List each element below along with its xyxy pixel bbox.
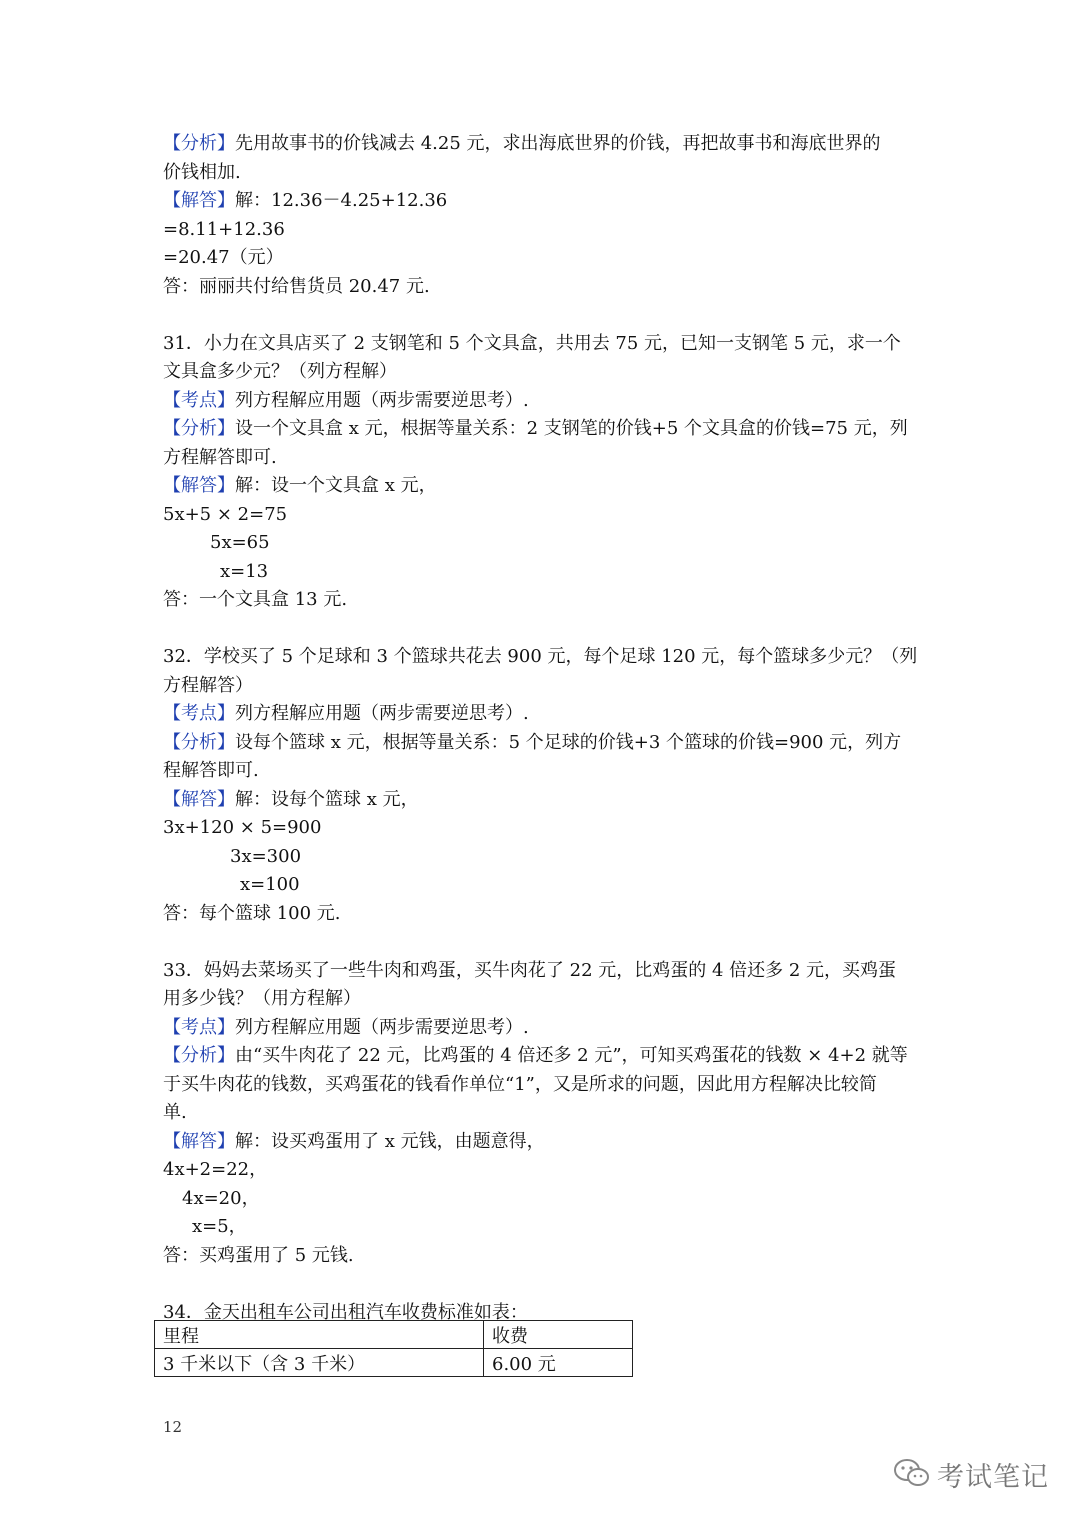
watermark — [893, 1455, 1049, 1494]
q33-eq2: 4x=20， — [182, 1187, 260, 1209]
q31-eq1: 5x+5 × 2=75 — [163, 503, 288, 525]
q31-eq2: 5x=65 — [210, 532, 270, 553]
page-number: 12 — [163, 1418, 183, 1436]
q32-analysis-cont: 程解答即可. — [163, 760, 259, 781]
q32-kaodian: 【考点】列方程解应用题（两步需要逆思考）. — [163, 703, 529, 724]
tag-solution: 【解答】 — [163, 1130, 235, 1152]
q31-solution: 【解答】解：设一个文具盒 x 元， — [163, 475, 437, 496]
tag-analysis: 【分析】 — [163, 133, 235, 154]
answer-line: 答：丽丽共付给售货员 20.47 元. — [163, 275, 430, 297]
tag-kaodian: 【考点】 — [163, 703, 235, 724]
tag-solution: 【解答】 — [163, 190, 235, 211]
tag-solution: 【解答】 — [163, 475, 235, 496]
watermark-text: 考试笔记 — [937, 1462, 1049, 1493]
equation-line: =8.11+12.36 — [163, 218, 285, 240]
solution-line: 【解答】解：12.36－4.25+12.36 — [163, 190, 448, 211]
question-31-title: 31．小力在文具店买了 2 支钢笔和 5 个文具盒，共用去 75 元，已知一支钢笔 5 元，求一个 — [163, 332, 901, 354]
analysis-line: 【分析】先用故事书的价钱减去 4.25 元，求出海底世界的价钱，再把故事书和海底世界的 — [163, 133, 881, 154]
table-header-row — [155, 1321, 633, 1349]
question-32-title: 32．学校买了 5 个足球和 3 个篮球共花去 900 元，每个足球 120 元，每个篮球多少元？（列 — [163, 646, 918, 667]
q33-answer: 答：买鸡蛋用了 5 元钱. — [163, 1244, 354, 1266]
wechat-icon — [893, 1457, 931, 1493]
text-line: 价钱相加. — [163, 161, 241, 183]
q33-kaodian: 【考点】列方程解应用题（两步需要逆思考）. — [163, 1016, 529, 1038]
q33-eq1: 4x+2=22， — [163, 1159, 268, 1180]
equation-line: =20.47（元） — [163, 247, 284, 268]
q32-eq3: x=100 — [240, 874, 300, 895]
q31-analysis: 【分析】设一个文具盒 x 元，根据等量关系：2 支钢笔的价钱+5 个文具盒的价钱=75 元，列 — [163, 418, 908, 439]
q33-solution: 【解答】解：设买鸡蛋用了 x 元钱，由题意得， — [163, 1130, 545, 1152]
table-cell: 6.00 元 — [484, 1349, 633, 1377]
q32-answer: 答：每个篮球 100 元. — [163, 902, 341, 924]
question-33-title: 33．妈妈去菜场买了一些牛肉和鸡蛋，买牛肉花了 22 元，比鸡蛋的 4 倍还多 2 元，买鸡蛋 — [163, 959, 897, 981]
q31-kaodian: 【考点】列方程解应用题（两步需要逆思考）. — [163, 389, 529, 411]
q33-analysis-cont: 于买牛肉花的钱数，买鸡蛋花的钱看作单位“1”，又是所求的问题，因此用方程解决比较简 — [163, 1073, 877, 1095]
q31-eq3: x=13 — [220, 560, 269, 582]
q32-solution: 【解答】解：设每个篮球 x 元， — [163, 788, 419, 810]
question-31-title-cont: 文具盒多少元？（列方程解） — [163, 361, 397, 382]
q32-eq2: 3x=300 — [230, 845, 302, 867]
table-row — [155, 1349, 633, 1377]
tag-kaodian: 【考点】 — [163, 389, 235, 411]
question-34-title: 34．金天出租车公司出租汽车收费标准如表： — [163, 1301, 528, 1323]
question-33-title-cont: 用多少钱？（用方程解） — [163, 988, 361, 1009]
tag-solution: 【解答】 — [163, 788, 235, 810]
q31-analysis-cont: 方程解答即可. — [163, 446, 277, 468]
document-body — [163, 130, 923, 1327]
tag-analysis: 【分析】 — [163, 418, 235, 439]
q33-eq3: x=5， — [192, 1216, 247, 1237]
tag-analysis: 【分析】 — [163, 731, 235, 753]
table-cell: 3 千米以下（含 3 千米） — [155, 1349, 484, 1377]
q33-analysis: 【分析】由“买牛肉花了 22 元，比鸡蛋的 4 倍还多 2 元”，可知买鸡蛋花的钱数 × 4+2 就等 — [163, 1045, 908, 1066]
tag-analysis: 【分析】 — [163, 1045, 235, 1066]
question-32-title-cont: 方程解答） — [163, 674, 253, 696]
table-header-cell: 里程 — [155, 1321, 484, 1349]
table-header-cell: 收费 — [484, 1321, 633, 1349]
q32-analysis: 【分析】设每个篮球 x 元，根据等量关系：5 个足球的价钱+3 个篮球的价钱=900 元，列方 — [163, 731, 902, 753]
q33-analysis-cont2: 单. — [163, 1102, 187, 1123]
fee-table — [154, 1320, 633, 1377]
q31-answer: 答：一个文具盒 13 元. — [163, 589, 348, 610]
tag-kaodian: 【考点】 — [163, 1016, 235, 1038]
q32-eq1: 3x+120 × 5=900 — [163, 817, 322, 838]
